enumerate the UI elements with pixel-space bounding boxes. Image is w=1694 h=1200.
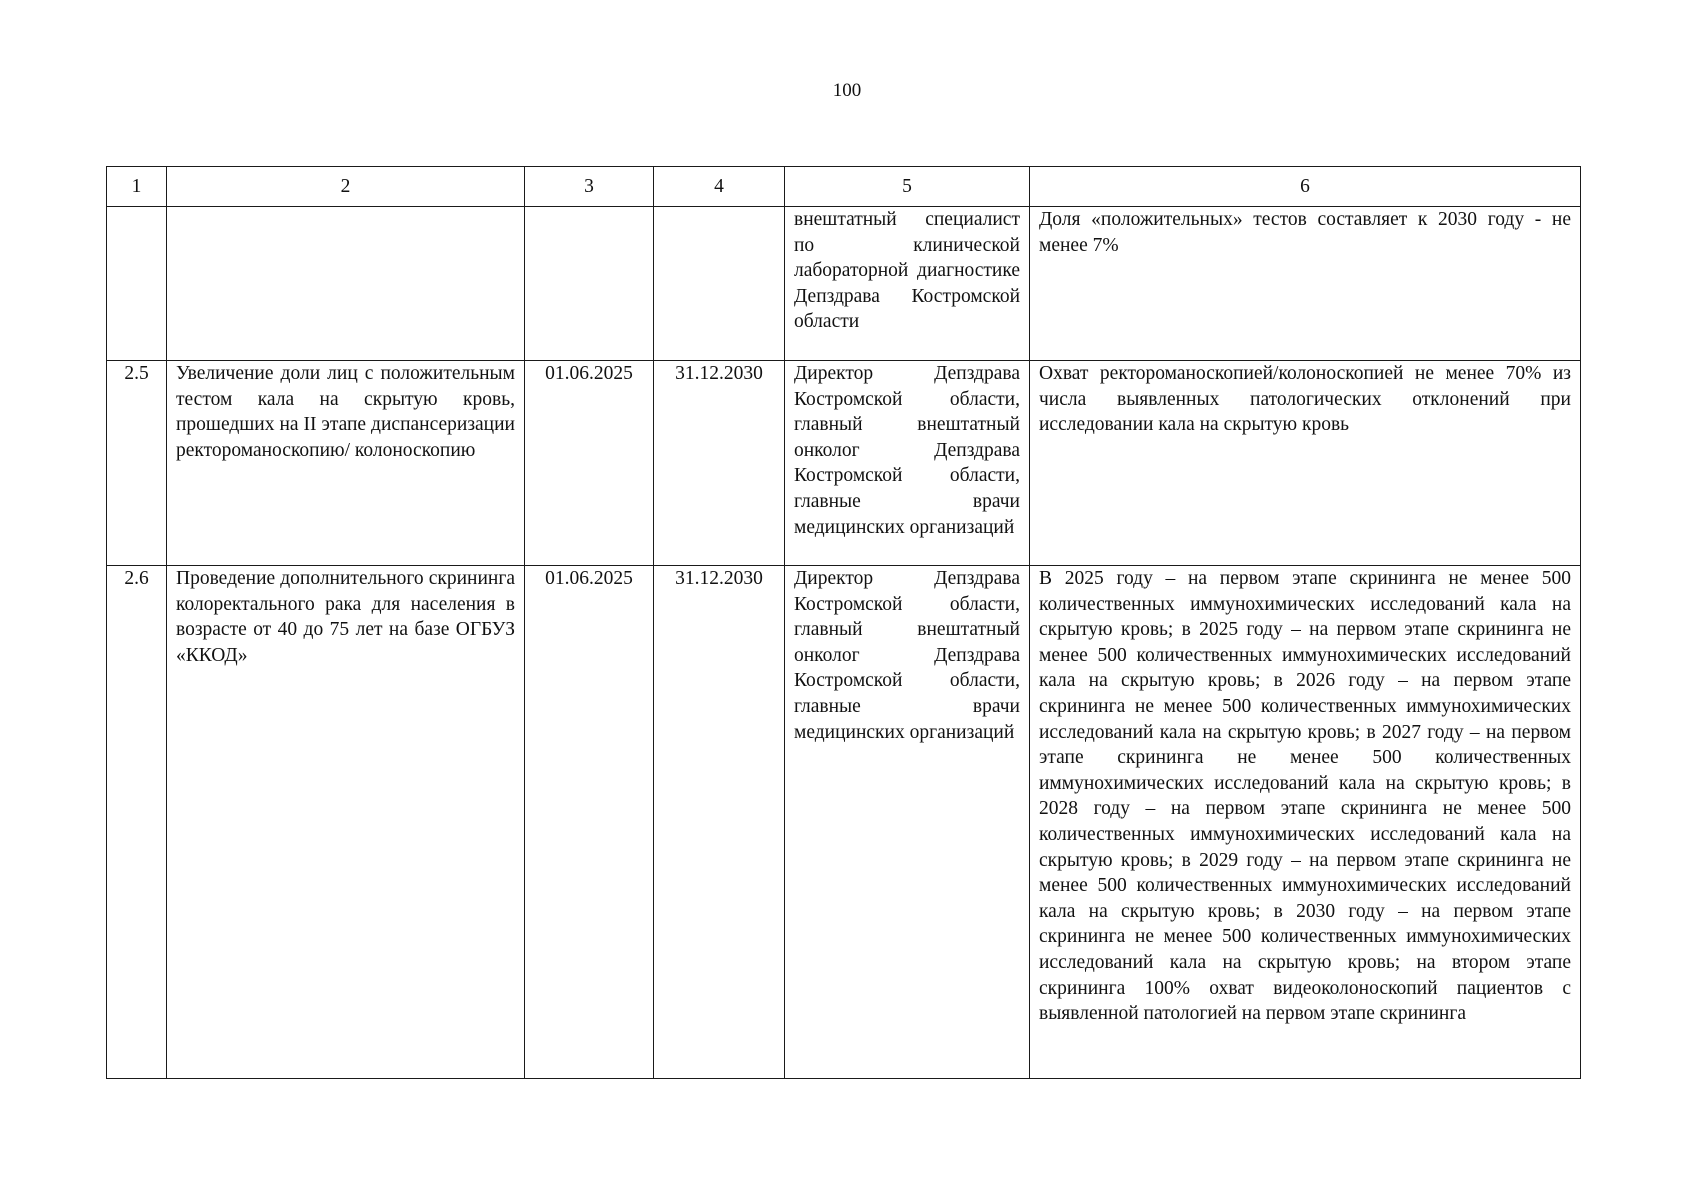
measure-name-cell <box>167 207 525 361</box>
table-row <box>107 566 1581 1079</box>
row-number-cell: 2.6 <box>107 566 167 1079</box>
row-number-cell <box>107 207 167 361</box>
result-cell <box>1030 361 1581 566</box>
start-date-cell: 01.06.2025 <box>525 361 654 566</box>
table-row <box>107 361 1581 566</box>
responsible-text: Директор Депздрава Костромской области, главный внештатный онколог Депздрава Костромской области, главные врачи медицинских организаций <box>794 568 1020 743</box>
table-row <box>107 207 1581 361</box>
measure-name-cell <box>167 361 525 566</box>
result-text: Охват ректороманоскопией/колоноскопией не менее 70% из числа выявленных патологических отклонений при исследовании кала на скрытую кровь <box>1039 363 1571 436</box>
start-date-cell <box>525 207 654 361</box>
result-cell <box>1030 566 1581 1079</box>
end-date-cell <box>654 207 785 361</box>
measure-name-cell <box>167 566 525 1079</box>
header-col-2: 2 <box>167 167 525 207</box>
responsible-text: Директор Депздрава Костромской области, главный внештатный онколог Депздрава Костромской области, главные врачи медицинских организаций <box>794 363 1020 538</box>
row-number-cell: 2.5 <box>107 361 167 566</box>
responsible-text: внештатный специалист по клинической лабораторной диагностике Депздрава Костромской области <box>794 209 1020 333</box>
start-date-cell: 01.06.2025 <box>525 566 654 1079</box>
measure-name-text: Проведение дополнительного скрининга колоректального рака для населения в возрасте от 40 до 75 лет на базе ОГБУЗ «ККОД» <box>176 568 515 666</box>
end-date-cell: 31.12.2030 <box>654 361 785 566</box>
responsible-cell <box>785 566 1030 1079</box>
end-date-cell: 31.12.2030 <box>654 566 785 1079</box>
responsible-cell <box>785 361 1030 566</box>
page-number: 100 <box>832 80 862 101</box>
result-text: Доля «положительных» тестов составляет к 2030 году - не менее 7% <box>1039 209 1571 256</box>
header-col-5: 5 <box>785 167 1030 207</box>
header-col-3: 3 <box>525 167 654 207</box>
measure-name-text: Увеличение доли лиц с положительным тестом кала на скрытую кровь, прошедших на II этапе диспансеризации ректороманоскопию/ колоноскопию <box>176 363 515 461</box>
result-cell <box>1030 207 1581 361</box>
header-col-1: 1 <box>107 167 167 207</box>
header-col-4: 4 <box>654 167 785 207</box>
table-header-row <box>107 167 1581 207</box>
measures-table <box>106 166 1581 1079</box>
result-text: В 2025 году – на первом этапе скрининга не менее 500 количественных иммунохимических исследований кала на скрытую кровь; в 2025 году – на первом этапе скрининга не менее 500 количественных иммунохимических исследований кала на скрытую кровь; в 2026 году – на первом этапе скрининга не менее 500 количественных иммунохимических исследований кала на скрытую кровь; в 2027 году – на первом этапе скрининга не менее 500 количественных иммунохимических исследований кала на скрытую кровь; в 2028 году – на первом этапе скрининга не менее 500 количественных иммунохимических исследований кала на скрытую кровь; в 2029 году – на первом этапе скрининга не менее 500 количественных иммунохимических исследований кала на скрытую кровь; в 2030 году – на первом этапе скрининга не менее 500 количественных иммунохимических исследований кала на скрытую кровь; на втором этапе скрининга 100% охват видеоколоноскопий пациентов с выявленной патологией на первом этапе скрининга <box>1039 568 1571 1025</box>
header-col-6: 6 <box>1030 167 1581 207</box>
responsible-cell <box>785 207 1030 361</box>
